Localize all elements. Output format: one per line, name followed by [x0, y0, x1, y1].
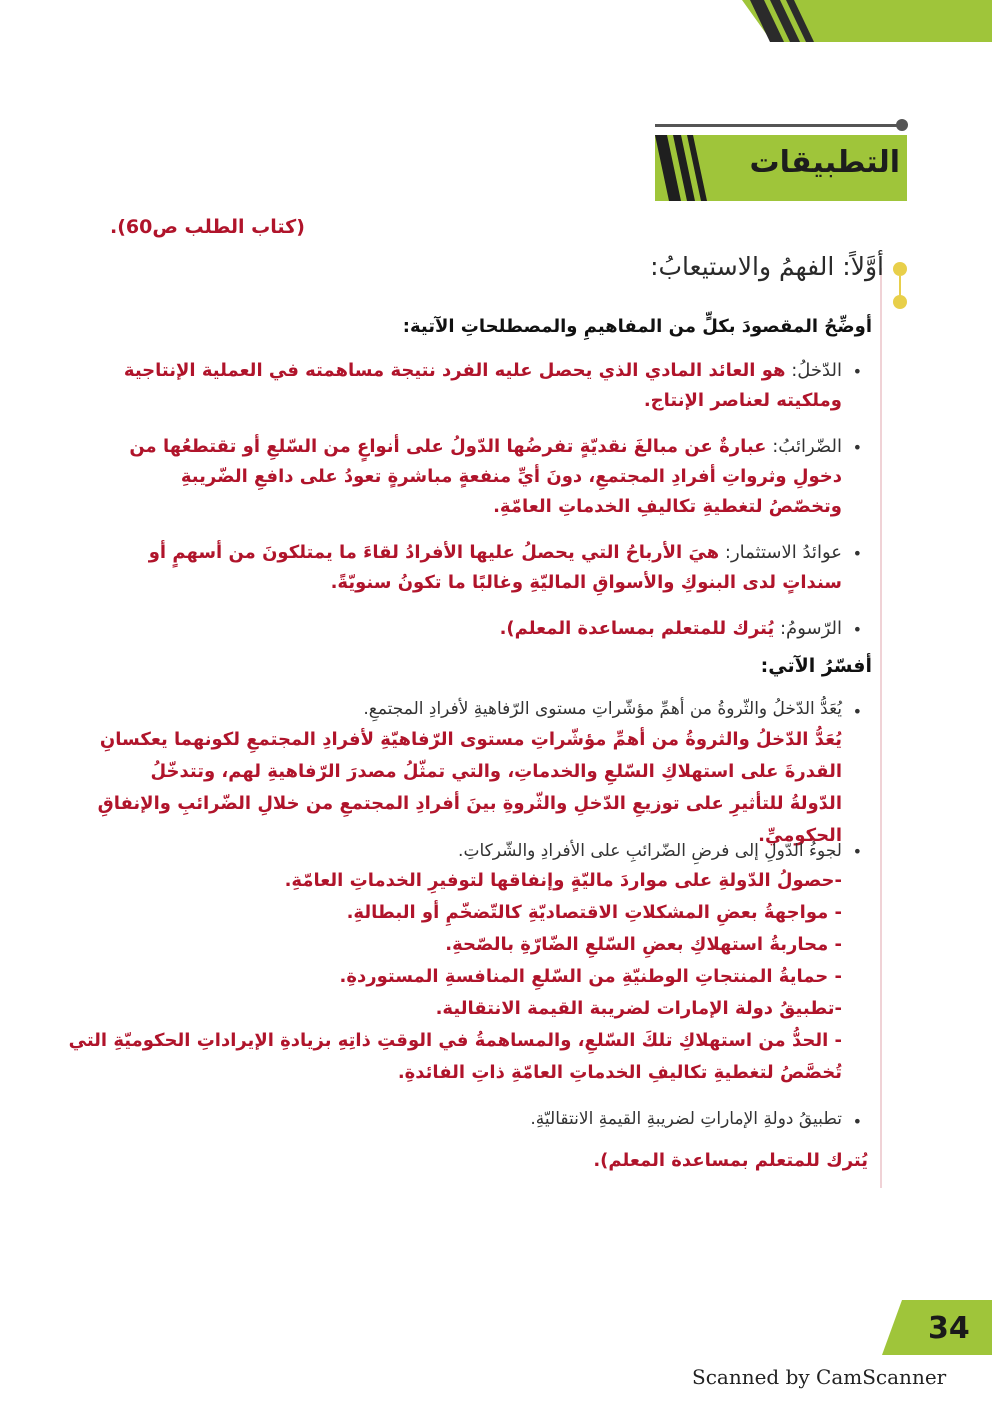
prompt-definitions: أوضِّحُ المقصودَ بكلٍّ من المفاهيمِ والمصطلحاتِ الآتية: — [402, 316, 872, 337]
reference-note: (كتاب الطلب ص60). — [110, 216, 305, 238]
answer-2-line: -حصولُ الدّولةِ على مواردَ ماليّةٍ وإنفاقها لتوفيرِ الخدماتِ العامّةِ. — [284, 870, 842, 891]
definition-item — [102, 614, 842, 644]
answer-3: يُترك للمتعلم بمساعدة المعلم). — [593, 1150, 868, 1171]
guide-connector — [899, 276, 901, 296]
answer-2-line: - محاربةُ استهلاكِ بعضِ السّلعِ الضّارّةِ بالصّحةِ. — [445, 934, 842, 955]
answer-1: يُعَدُّ الدّخلُ والثروةُ من أهمِّ مؤشّراتِ مستوى الرّفاهيّةِ لأفرادِ المجتمعِ لكونهما يعكسانِ القدرةَ على استهلاكِ السّلعِ والخدماتِ، والتي تمثّلُ مصدرَ الرّفاهيةِ لهم، وتتدخّلُ الدّولةُ للتأثيرِ على توزيعِ الدّخلِ والثّروةِ بينَ أفرادِ المجتمعِ من خلالِ الضّرائبِ والإنفاقِ الحكوميِّ. — [97, 729, 842, 846]
bullet-icon: • — [852, 362, 862, 381]
guide-dot — [893, 262, 907, 276]
answer-2-line: - مواجهةُ بعضِ المشكلاتِ الاقتصاديّةِ كالتّضخّمِ أو البطالةِ. — [346, 902, 842, 923]
definition-item — [102, 432, 842, 522]
bullet-icon: • — [852, 620, 862, 639]
answer-2-line: - حمايةُ المنتجاتِ الوطنيّةِ من السّلعِ المنافسةِ المستوردةِ. — [339, 966, 842, 987]
guide-line — [880, 268, 882, 1188]
bullet-icon: • — [852, 438, 862, 457]
section-rule — [655, 124, 903, 127]
header-stripes-icon — [655, 135, 725, 201]
page-number: 34 — [928, 1311, 970, 1346]
bullet-icon: • — [852, 1112, 862, 1131]
definition: يُترك للمتعلم بمساعدة المعلم). — [499, 618, 775, 639]
heading-understanding: أوَّلاً: الفهمُ والاستيعابُ: — [650, 252, 884, 281]
guide-dot — [893, 295, 907, 309]
top-decor-band — [742, 0, 992, 42]
answer-2-line: تُخصَّصُ لتغطيةِ تكاليفِ الخدماتِ العامّةِ ذاتِ الفائدةِ. — [397, 1062, 842, 1083]
bullet-icon: • — [852, 544, 862, 563]
term: الضّرائبُ: — [772, 436, 842, 457]
definition-item — [102, 356, 842, 416]
definition: هيَ الأرباحُ التي يحصلُ عليها الأفرادُ لقاءَ ما يمتلكونَ من أسهمٍ أو سنداتٍ لدى البنوكِ والأسواقِ الماليّةِ وغالبًا ما تكونُ سنويّةً. — [148, 542, 842, 593]
section-rule-dot — [896, 119, 908, 131]
answer-2-line: - الحدُّ من استهلاكِ تلكَ السّلعِ، والمساهمةُ في الوقتِ ذاتِهِ بزيادةِ الإيراداتِ الحكوميّةِ التي — [68, 1030, 842, 1051]
definition: عبارةٌ عن مبالغَ نقديّةٍ تفرضُها الدّولُ على أنواعٍ من السّلعِ أو تقتطعُها من دخولِ وثرواتِ أفرادِ المجتمعِ، دونَ أيِّ منفعةٍ مباشرةٍ تعودُ على دافعِ الضّريبةِ وتخصّصُ لتغطيةِ تكاليفِ الخدماتِ العامّةِ. — [129, 436, 842, 517]
definition: هو العائد المادي الذي يحصل عليه الفرد نتيجة مساهمته في العملية الإنتاجية وملكيته لعناصر الإنتاج. — [123, 360, 842, 411]
term: الدّخلُ: — [791, 360, 842, 381]
question-1: يُعَدُّ الدّخلُ والثّروةُ من أهمِّ مؤشّراتِ مستوى الرّفاهيةِ لأفرادِ المجتمعِ. — [363, 699, 842, 719]
scanner-watermark: Scanned by CamScanner — [692, 1365, 947, 1389]
answer-2-line: -تطبيقُ دولة الإمارات لضريبة القيمة الانتقالية. — [435, 998, 842, 1019]
heading-explain: أفسّرُ الآتي: — [760, 655, 872, 677]
bullet-icon: • — [852, 702, 862, 721]
term: الرّسومُ: — [779, 618, 842, 639]
term: عوائدُ الاستثمار: — [724, 542, 842, 563]
question-2: لجوءُ الدّولِ إلى فرضِ الضّرائبِ على الأفرادِ والشّركاتِ. — [458, 841, 842, 861]
question-3: تطبيقُ دولةِ الإماراتِ لضريبةِ القيمةِ الانتقاليّةِ. — [530, 1109, 842, 1129]
section-title: التطبيقات — [749, 145, 900, 180]
definition-item — [102, 538, 842, 598]
bullet-icon: • — [852, 842, 862, 861]
